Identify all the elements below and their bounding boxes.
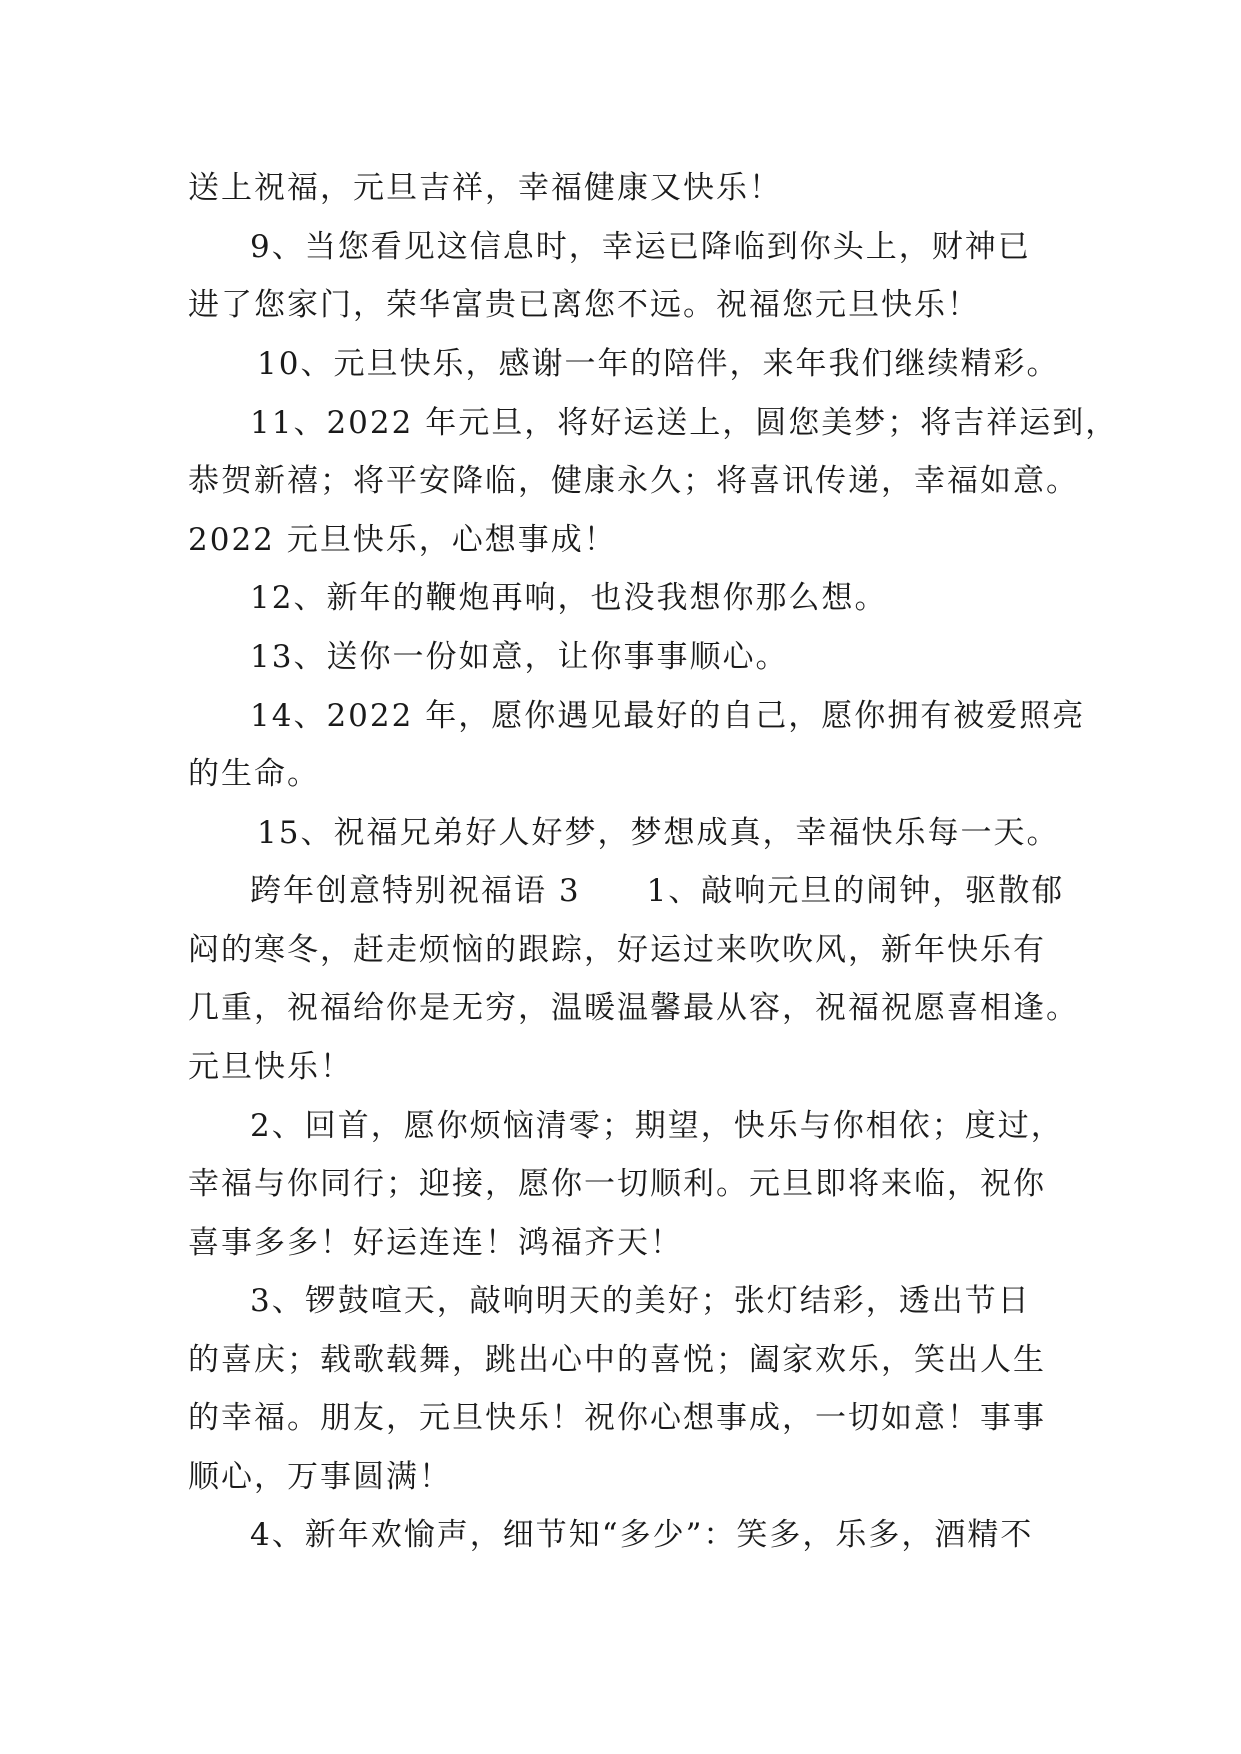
text-line: 15、祝福兄弟好人好梦，梦想成真，幸福快乐每一天。 (257, 815, 1060, 851)
text-line: 的幸福。朋友，元旦快乐！祝你心想事成，一切如意！事事 (188, 1400, 1046, 1436)
text-line: 的喜庆；载歌载舞，跳出心中的喜悦；阖家欢乐，笑出人生 (188, 1342, 1046, 1378)
text-line: 元旦快乐！ (188, 1049, 353, 1085)
text-line: 进了您家门，荣华富贵已离您不远。祝福您元旦快乐！ (188, 287, 980, 323)
text-line: 幸福与你同行；迎接，愿你一切顺利。元旦即将来临，祝你 (188, 1166, 1046, 1202)
text-line: 11、2022 年元旦，将好运送上，圆您美梦；将吉祥运到， (250, 405, 1119, 441)
text-line: 闷的寒冬，赶走烦恼的跟踪，好运过来吹吹风，新年快乐有 (188, 932, 1046, 968)
text-line: 顺心，万事圆满！ (188, 1459, 452, 1495)
text-line: 14、2022 年，愿你遇见最好的自己，愿你拥有被爱照亮 (250, 698, 1086, 734)
section-heading-line: 跨年创意特别祝福语 3 1、敲响元旦的闹钟，驱散郁 (250, 873, 1065, 909)
text-line: 9、当您看见这信息时，幸运已降临到你头上，财神已 (250, 229, 1031, 265)
text-line: 2022 元旦快乐，心想事成！ (188, 522, 617, 558)
text-line: 10、元旦快乐，感谢一年的陪伴，来年我们继续精彩。 (257, 346, 1060, 382)
text-line: 几重，祝福给你是无穷，温暖温馨最从容，祝福祝愿喜相逢。 (188, 990, 1079, 1026)
text-line: 3、锣鼓喧天，敲响明天的美好；张灯结彩，透出节日 (250, 1283, 1031, 1319)
text-line: 12、新年的鞭炮再响，也没我想你那么想。 (250, 580, 888, 616)
text-line: 喜事多多！好运连连！鸿福齐天！ (188, 1225, 683, 1261)
text-line: 13、送你一份如意，让你事事顺心。 (250, 639, 789, 675)
text-line: 2、回首，愿你烦恼清零；期望，快乐与你相依；度过， (250, 1108, 1064, 1144)
text-line: 的生命。 (188, 756, 320, 792)
text-line: 4、新年欢愉声，细节知“多少”：笑多，乐多，酒精不 (250, 1517, 1034, 1553)
text-line: 送上祝福，元旦吉祥，幸福健康又快乐！ (188, 170, 782, 206)
text-line: 恭贺新禧；将平安降临，健康永久；将喜讯传递，幸福如意。 (188, 463, 1079, 499)
